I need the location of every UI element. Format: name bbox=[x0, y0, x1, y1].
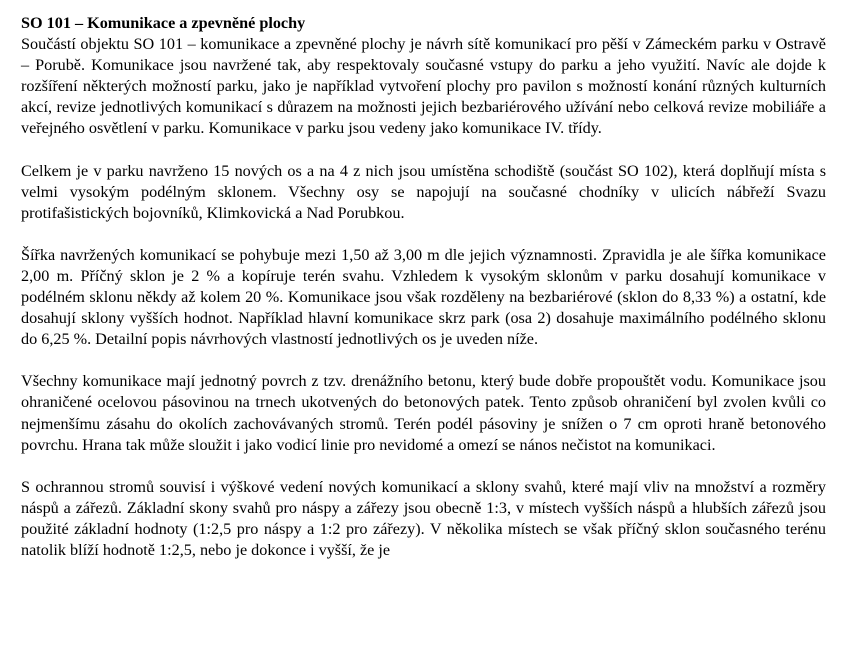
paragraph-trees-slopes: S ochrannou stromů souvisí i výškové vedení nových komunikací a sklony svahů, které mají vliv na množství a rozměry náspů a zářezů. Základní skony svahů pro náspy a zářezy jsou obecně 1:3, v místech vyšších náspů a hlubších zářezů jsou použité základní hodnoty (1:2,5 pro náspy a 1:2 pro zářezy). V několika místech se však příčný sklon současného terénu natolik blíží hodnotě 1:2,5, nebo je dokonce i vyšší, že je bbox=[21, 477, 826, 559]
paragraph-intro: Součástí objektu SO 101 – komunikace a zpevněné plochy je návrh sítě komunikací pro pěší v Zámeckém parku v Ostravě – Porubě. Komunikace jsou navržené tak, aby respektovaly současné vstupy do parku a jeho využití. Navíc ale dojde k rozšíření některých možností parku, jako je například vytvoření plochy pro pavilon s možností konání různých kulturních akcí, revize jednotlivých komunikací s důrazem na možnosti jejich bezbariérového užívání nebo celková revize mobiliáře a veřejného osvětlení v parku. Komunikace v parku jsou vedeny jako komunikace IV. třídy. bbox=[21, 35, 826, 138]
document-page bbox=[21, 13, 826, 582]
paragraph-width-slope: Šířka navržených komunikací se pohybuje mezi 1,50 až 3,00 m dle jejich významnosti. Zpravidla je ale šířka komunikace 2,00 m. Příčný sklon je 2 % a kopíruje terén svahu. Vzhledem k vysokým sklonům v parku dosahují komunikace v podélném sklonu někdy až kolem 20 %. Komunikace jsou však rozděleny na bezbariérové (sklon do 8,33 %) a ostatní, kde dosahují sklony vyšších hodnot. Například hlavní komunikace skrz park (osa 2) dosahuje maximálního podélného sklonu do 6,25 %. Detailní popis návrhových vlastností jednotlivých os je uveden níže. bbox=[21, 245, 826, 349]
paragraph-surface: Všechny komunikace mají jednotný povrch z tzv. drenážního betonu, který bude dobře propouštět vodu. Komunikace jsou ohraničené ocelovou pásovinou na trnech ukotvených do betonových patek. Tento způsob ohraničení byl zvolen kvůli co nejmenšímu zásahu do okolích zachovávaných stromů. Terén podél pásoviny je snížen o 7 cm oproti hraně betonového povrchu. Hrana tak může sloužit i jako vodicí linie pro nevidomé a omezí se nános nečistot na komunikaci. bbox=[21, 372, 826, 454]
paragraph-axes: Celkem je v parku navrženo 15 nových os a na 4 z nich jsou umístěna schodiště (součást SO 102), která doplňují místa s velmi vysokým podélným sklonem. Všechny osy se napojují na současné chodníky v ulicích nábřeží Svazu protifašistických bojovníků, Klimkovická a Nad Porubkou. bbox=[21, 161, 826, 222]
section-heading: SO 101 – Komunikace a zpevněné plochy bbox=[21, 14, 306, 32]
